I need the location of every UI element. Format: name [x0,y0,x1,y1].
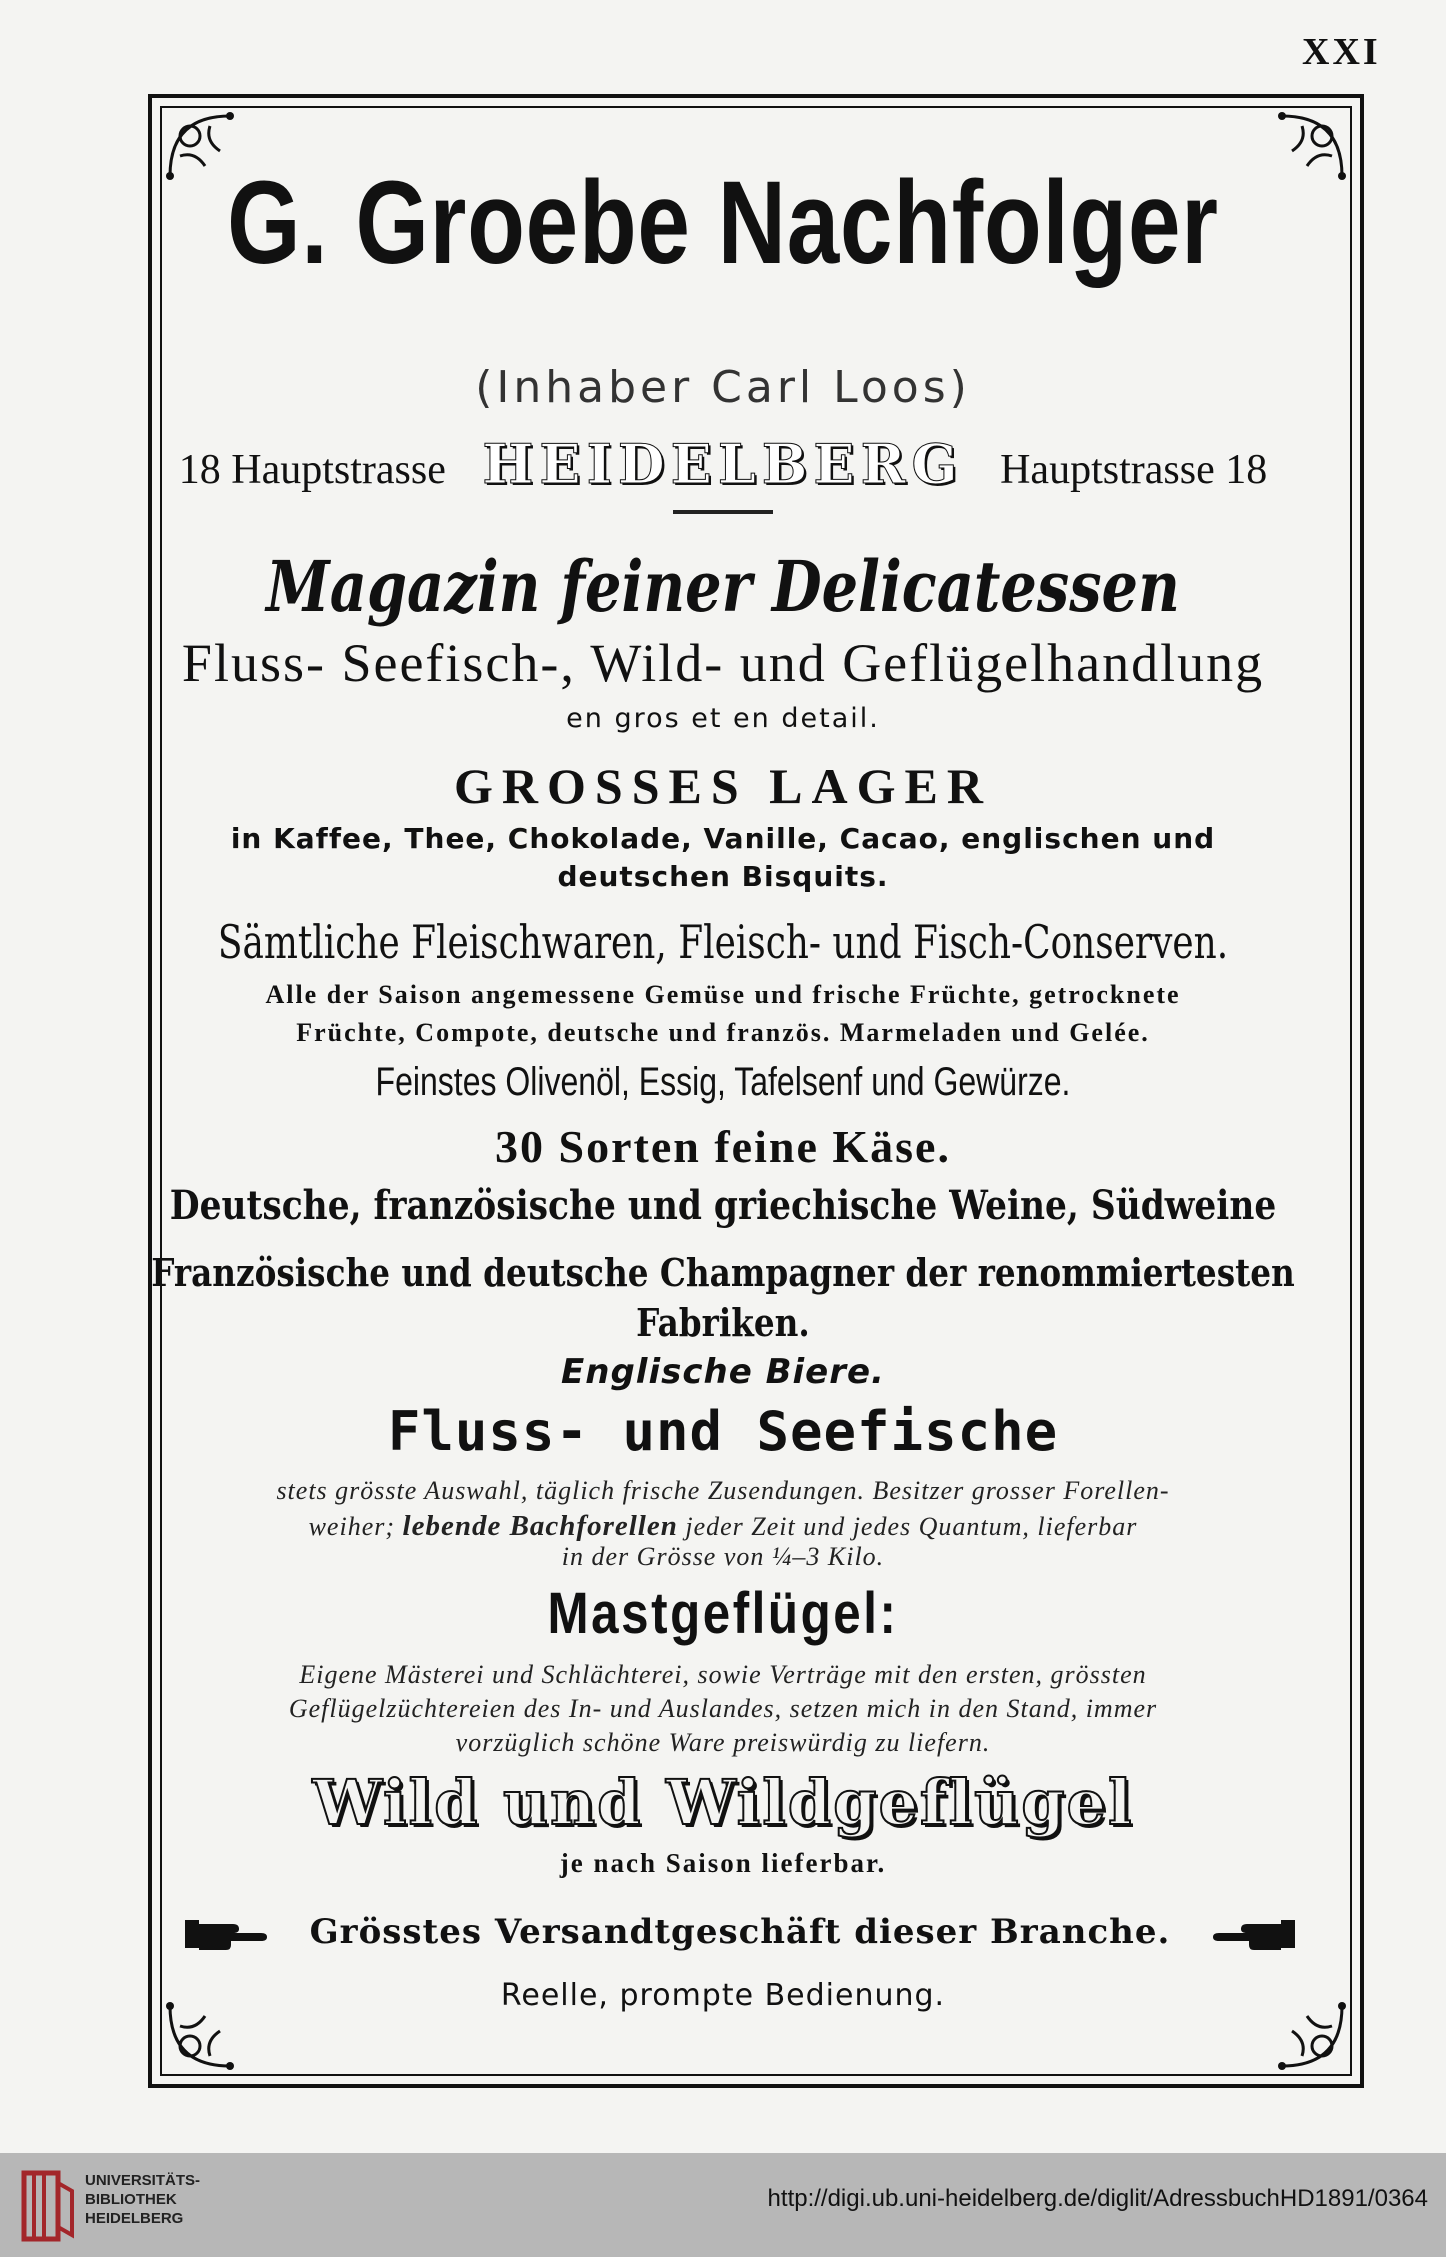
fluss-seefisch-line: Fluss- Seefisch-, Wild- und Geflügelhandlung [181,633,1265,693]
mast-line-3: vorzüglich schöne Ware preiswürdig zu liefern. [455,1728,991,1757]
seefische-line-2 [0,1510,1446,1543]
library-name-line-1: UNIVERSITÄTS- [85,2172,201,2189]
source-url-link[interactable]: http://digi.ub.uni-heidelberg.de/diglit/AdressbuchHD1891/0364 [767,2185,1428,2212]
mast-line-1: Eigene Mästerei und Schlächterei, sowie Verträge mit den ersten, grössten [299,1660,1147,1689]
feinstes-line: Feinstes Olivenöl, Essig, Tafelsenf und Gewürze. [375,1060,1071,1104]
seefische-line-2-post: jeder Zeit und jedes Quantum, lieferbar [685,1512,1138,1541]
saison-line: je nach Saison lieferbar. [559,1848,887,1878]
wild-heading: Wild und Wildgeflügel [312,1766,1134,1839]
en-gros-line: en gros et en detail. [566,703,880,734]
alle-line-1: Alle der Saison angemessene Gemüse und frische Früchte, getrocknete [265,980,1181,1009]
magazin-heading: Magazin feiner Delicatessen [266,545,1180,628]
page-number: XXI [1302,31,1381,73]
reelle-line: Reelle, prompte Bedienung. [500,1978,946,2013]
lager-line-2: deutschen Bisquits. [557,860,889,893]
grosses-lager-heading: GROSSES LAGER [454,758,992,814]
library-logo-icon [20,2169,76,2243]
library-footer [0,2153,1446,2257]
versand-row [185,1912,1295,1972]
versand-line: Grösstes Versandtgeschäft dieser Branche. [309,1912,1171,1952]
owner-line: (Inhaber Carl Loos) [475,362,971,413]
library-name [85,2171,200,2228]
separator-rule [673,510,773,514]
seefische-line-3: in der Grösse von ¼–3 Kilo. [561,1542,885,1571]
address-right: Hauptstrasse 18 [1000,447,1268,493]
seefische-heading: Fluss- und Seefische [387,1400,1059,1463]
seefische-line-2-pre: weiher; [308,1512,396,1541]
firm-title: G. Groebe Nachfolger [227,157,1219,289]
fabriken-line: Fabriken. [636,1300,810,1345]
alle-line-2: Früchte, Compote, deutsche und französ. Marmeladen und Gelée. [296,1018,1150,1047]
mast-heading: Mastgeflügel: [547,1581,899,1646]
pointing-hand-icon [1213,1914,1295,1954]
sorten-line: 30 Sorten feine Käse. [495,1121,951,1172]
address-row [0,432,1446,496]
saemtliche-line: Sämtliche Fleischwaren, Fleisch- und Fisch-Conserven. [217,915,1229,969]
biere-line: Englische Biere. [561,1352,885,1392]
address-left: 18 Hauptstrasse [178,447,446,493]
seefische-line-1: stets grösste Auswahl, täglich frische Zusendungen. Besitzer grosser Forellen- [276,1476,1170,1505]
library-name-line-3: HEIDELBERG [85,2210,184,2227]
champagner-line: Französische und deutsche Champagner der renommiertesten [151,1250,1295,1295]
library-name-line-2: BIBLIOTHEK [85,2191,177,2208]
bachforellen-highlight: lebende Bachforellen [402,1510,678,1542]
lager-line-1: in Kaffee, Thee, Chokolade, Vanille, Cacao, englischen und [230,822,1216,855]
mast-line-2: Geflügelzüchtereien des In- und Auslandes, setzen mich in den Stand, immer [288,1694,1158,1723]
weine-line: Deutsche, französische und griechische Weine, Südweine [169,1182,1277,1229]
city-name: HEIDELBERG [482,432,964,496]
